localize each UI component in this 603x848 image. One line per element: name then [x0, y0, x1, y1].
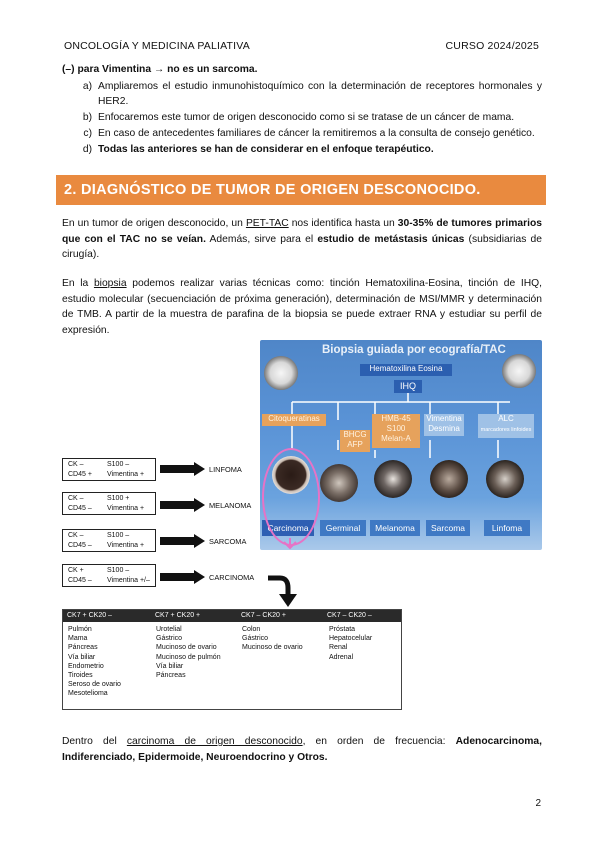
marker-cd45: CD45 –	[68, 577, 92, 584]
node-line: BHCG	[343, 430, 367, 439]
ihq-row-carcinoma	[62, 564, 156, 587]
node-line: ALC	[498, 414, 514, 423]
bold-term: Adenocarcinoma, Indiferenciado, Epidermoide, Neuroendocrino y Otros.	[62, 736, 542, 763]
ihq-row-sarcoma	[62, 529, 156, 552]
marker-vimentina: Vimentina +/–	[107, 577, 150, 584]
list-text: Enfocaremos este tumor de origen desconocido como si se tratase de un cáncer de mama.	[98, 112, 515, 123]
marker-vimentina: Vimentina +	[107, 505, 145, 512]
ihq-box: IHQ	[394, 380, 422, 393]
node-vimentina	[424, 414, 464, 436]
marker-s100: S100 –	[107, 461, 130, 468]
result-carcinoma: CARCINOMA	[209, 573, 255, 582]
result-melanoma: MELANOMA	[209, 501, 252, 510]
label-linfoma: Linfoma	[484, 520, 530, 536]
text-run: Además, sirve para el	[205, 233, 318, 245]
ck-table-cell: Gástrico	[242, 635, 269, 643]
text-run: nos identifica hasta un	[288, 218, 398, 229]
text-run: podemos realizar varias técnicas como: tinción Hematoxilina-Eosina, tinción de IHQ, estudio molecular (secuenciación de próxima generación), determinación de MSI/MMR y determinación de TMB. A partir de la muestra de parafina de la biopsia se puede extraer RNA y estudiar su perfil de expresión.	[62, 278, 542, 336]
list-text: Ampliaremos el estudio inmunohistoquímico con la determinación de receptores hormonales y HER2.	[98, 81, 542, 107]
header-academic-year: CURSO 2024/2025	[445, 40, 539, 52]
list-marker: d)	[82, 144, 92, 155]
histology-circle	[374, 460, 412, 498]
marker-s100: S100 –	[107, 532, 130, 539]
ck-table-cell: Páncreas	[68, 644, 98, 652]
underlined-term: biopsia	[93, 278, 127, 289]
options-list	[62, 79, 542, 157]
list-marker: a)	[82, 81, 92, 92]
result-sarcoma: SARCOMA	[209, 537, 247, 546]
ck-table-cell: Seroso de ovario	[68, 681, 121, 689]
ck-table-column	[68, 625, 121, 699]
marker-s100: S100 +	[107, 495, 130, 502]
underlined-term: carcinoma de origen desconocido	[126, 736, 303, 747]
ck-table-header-cell: CK7 + CK20 –	[67, 612, 112, 619]
marker-cd45: CD45 +	[68, 471, 92, 478]
bold-term: 30-35% de tumores primarios que con el TAC no se veían.	[62, 218, 543, 245]
histology-circle	[320, 464, 358, 502]
label-sarcoma: Sarcoma	[426, 520, 470, 536]
marker-cd45: CD45 –	[68, 542, 92, 549]
right-arrow-icon	[160, 462, 206, 476]
ck-table-cell: Mucinoso de ovario	[242, 644, 303, 652]
ck-table-cell: Mesotelioma	[68, 690, 108, 698]
marker-ck: CK –	[68, 461, 84, 468]
list-text: En caso de antecedentes familiares de cáncer la remitiremos a la consulta de consejo genético.	[98, 128, 535, 139]
section-heading: 2. DIAGNÓSTICO DE TUMOR DE ORIGEN DESCONOCIDO.	[56, 175, 546, 205]
node-line: Vimentina	[426, 414, 462, 423]
text-run: , en orden de frecuencia:	[302, 736, 456, 747]
ck-table-cell: Urotelial	[156, 626, 182, 633]
ck-table-header	[63, 610, 401, 622]
text-run: Dentro del	[62, 736, 127, 747]
ck-table-header-cell: CK7 – CK20 +	[241, 612, 286, 619]
header-course-title: ONCOLOGÍA Y MEDICINA PALIATIVA	[64, 40, 250, 52]
list-item	[62, 110, 542, 125]
ck-table-cell: Colon	[242, 626, 261, 633]
marker-vimentina: Vimentina +	[107, 471, 145, 478]
text-run: (subsidiarias de cirugía).	[62, 233, 542, 260]
label-germinal: Germinal	[320, 520, 366, 536]
ck-table-cell: Adrenal	[329, 653, 354, 661]
ck-table-cell: Páncreas	[156, 672, 186, 680]
marker-s100: S100 –	[107, 567, 130, 574]
biopsy-slide-photo	[260, 340, 542, 550]
node-citoqueratinas: Citoqueratinas	[262, 414, 326, 426]
marker-ck: CK +	[68, 567, 84, 574]
node-line: Melan-A	[381, 434, 411, 443]
marker-vimentina: Vimentina +	[107, 542, 145, 549]
curved-down-arrow-icon	[268, 574, 304, 610]
node-hmb45	[372, 414, 420, 448]
ck-table-cell: Próstata	[329, 626, 356, 633]
marker-ck: CK –	[68, 532, 84, 539]
right-arrow-icon	[160, 570, 206, 584]
ck-table-cell: Hepatocelular	[329, 635, 373, 643]
he-box: Hematoxilina Eosina	[360, 364, 452, 376]
ck-table-column	[156, 625, 221, 680]
list-text: Todas las anteriores se han de considerar en el enfoque terapéutico.	[98, 144, 434, 155]
paragraph-biopsia	[62, 276, 542, 338]
right-arrow-icon	[160, 534, 206, 548]
ihq-row-melanoma	[62, 492, 156, 515]
marker-cd45: CD45 –	[68, 505, 92, 512]
node-alc	[478, 414, 534, 438]
ck-table-cell: Vía biliar	[68, 653, 96, 661]
ck-table-cell: Gástrico	[156, 635, 183, 643]
intro-block	[62, 62, 542, 158]
ihq-row-linfoma	[62, 458, 156, 481]
ck-table-header-cell: CK7 + CK20 +	[155, 612, 201, 619]
ck-table-cell: Tiroides	[68, 672, 93, 680]
ck-table-cell: Vía biliar	[156, 662, 184, 670]
underlined-term: PET-TAC	[245, 218, 289, 229]
ck-table-cell: Mucinoso de pulmón	[156, 653, 221, 661]
ck-table-column	[329, 625, 372, 662]
ck-table-cell: Endometrio	[68, 662, 104, 670]
histology-circle	[430, 460, 468, 498]
list-marker: c)	[83, 128, 92, 139]
list-item	[62, 126, 542, 141]
ck-table-cell: Mucinoso de ovario	[156, 644, 217, 652]
text-run: En la	[62, 278, 94, 289]
pink-highlight-circle	[262, 448, 320, 546]
ck-table-header-cell: CK7 – CK20 –	[327, 612, 372, 619]
page-number: 2	[535, 798, 541, 809]
marker-ck: CK –	[68, 495, 84, 502]
label-carcinoma: Carcinoma	[262, 520, 314, 536]
histology-circle	[486, 460, 524, 498]
pink-arrow-icon	[280, 538, 300, 550]
bold-term: estudio de metástasis únicas	[317, 233, 465, 245]
node-line: AFP	[347, 440, 363, 449]
list-item	[62, 142, 542, 157]
ck-table-cell: Renal	[329, 644, 348, 652]
intro-lead: (–) para Vimentina → no es un sarcoma.	[62, 64, 258, 75]
list-item	[62, 79, 542, 109]
node-line: marcadores linfoides	[480, 427, 532, 433]
right-arrow-icon	[160, 498, 206, 512]
node-line: HMB-45	[381, 414, 411, 423]
slide-title: Biopsia guiada por ecografía/TAC	[322, 344, 506, 356]
paragraph-carcinoma-frecuencia	[62, 734, 542, 765]
node-line: Desmina	[428, 424, 460, 433]
result-linfoma: LINFOMA	[209, 465, 242, 474]
ck-table-cell: Pulmón	[68, 626, 92, 633]
node-line: S100	[386, 424, 406, 433]
paragraph-pet-tac	[62, 216, 542, 263]
label-melanoma: Melanoma	[370, 520, 420, 536]
node-bhcg-afp	[340, 430, 370, 452]
text-run: En un tumor de origen desconocido, un	[62, 218, 246, 229]
list-marker: b)	[82, 112, 92, 123]
ck-table-column	[242, 625, 303, 653]
ck-table-cell: Mama	[68, 635, 88, 643]
ck-table	[62, 609, 402, 710]
